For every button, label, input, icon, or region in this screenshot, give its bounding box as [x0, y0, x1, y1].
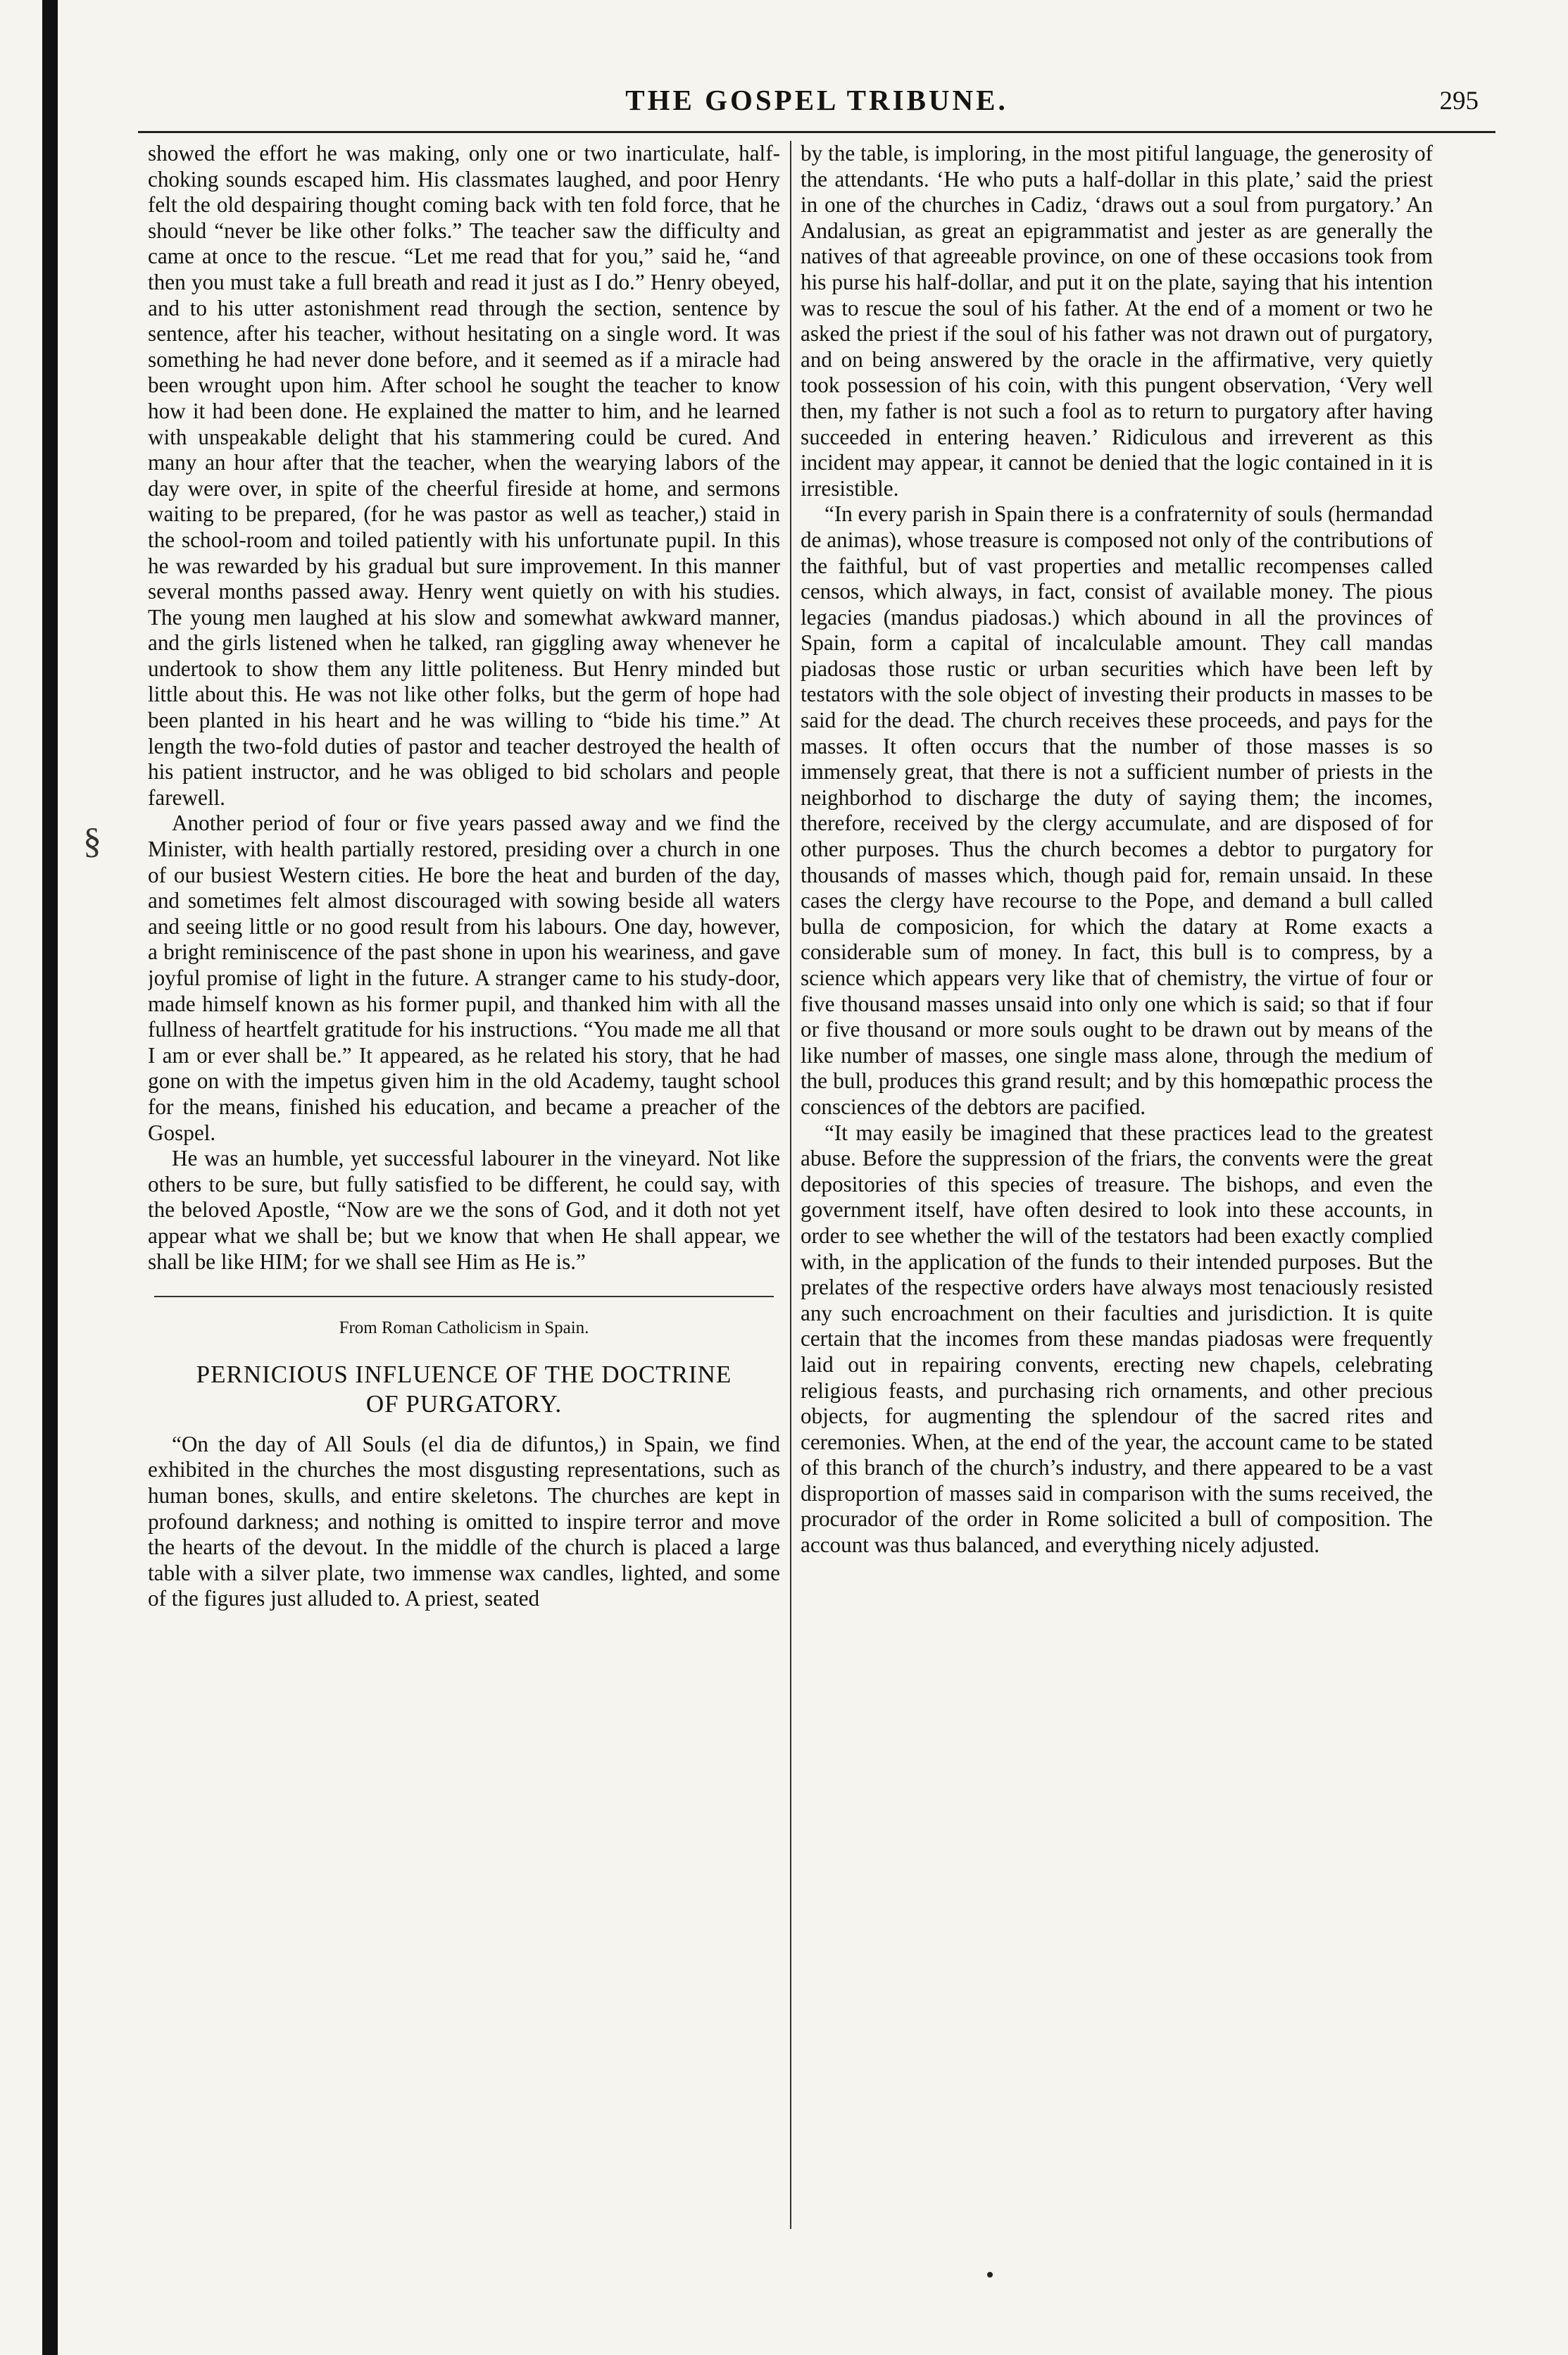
paragraph: showed the effort he was making, only one or two inarticulate, half-choking sounds escaped him. His classmates laughed, and poor Henry felt the old despairing thought coming back with ten fold force, that he should “never be like other folks.” The teacher saw the difficulty and came at once to the rescue. “Let me read that for you,” said he, “and then you must take a full breath and read it just as I do.” Henry obeyed, and to his utter astonishment read through the section, sentence by sentence, after his teacher, without hesitating on a single word. It was something he had never done before, and it seemed as if a miracle had been wrought upon him. After school he sought the teacher to know how it had been done. He explained the matter to him, and he learned with unspeakable delight that his stammering could be cured. And many an hour after that the teacher, when the wearying labors of the day were over, in spite of the cheerful fireside at home, and sermons waiting to be prepared, (for he was pastor as well as teacher,) staid in the school-room and toiled patiently with his unfortunate pupil. In this he was rewarded by his gradual but sure improvement. In this manner several months passed away. Henry went quietly on with his studies. The young men laughed at his slow and somewhat awkward manner, and the girls listened when he talked, ran giggling away whenever he undertook to show them any little politeness. But Henry minded but little about this. He was not like other folks, but the germ of hope had been planted in his heart and he was willing to “bide his time.” At length the two-fold duties of pastor and teacher destroyed the health of his patient instructor, and he was obliged to bid scholars and people farewell. — [148, 141, 780, 810]
paragraph: Another period of four or five years passed away and we find the Minister, with health partially restored, presiding over a church in one of our busiest Western cities. He bore the heat and burden of the day, and sometimes felt almost discouraged with sowing beside all waters and seeing little or no good result from his labours. One day, however, a bright reminiscence of the past shone in upon his weariness, and gave joyful promise of light in the future. A stranger came to his study-door, made himself known as his former pupil, and thanked him with all the fullness of heartfelt gratitude for his instructions. “You made me all that I am or ever shall be.” It appeared, as he related his story, that he had gone on with the impetus given him in the old Academy, taught school for the means, finished his education, and became a preacher of the Gospel. — [148, 811, 780, 1145]
paragraph: “It may easily be imagined that these practices lead to the greatest abuse. Before the suppression of the friars, the convents were the great depositories of this species of treasure. The bishops, and even the government itself, have often desired to look into these accounts, in order to see whether the will of the testators had been exactly complied with, in the application of the funds to their intended purposes. But the prelates of the respective orders have always most tenaciously resisted any such encroachment on their faculties and jurisdiction. It is quite certain that the incomes from these mandas piadosas were frequently laid out in repairing convents, erecting new chapels, celebrating religious feasts, and purchasing rich ornaments, and other precious objects, for augmenting the splendour of the sacred rites and ceremonies. When, at the end of the year, the account came to be stated of this branch of the church’s industry, and there appeared to be a vast disproportion of masses said in comparison with the sums received, the procurador of the order in Rome solicited a bull of composition. The account was thus balanced, and everything nicely adjusted. — [801, 1120, 1433, 1558]
page-header — [138, 83, 1495, 132]
section-divider — [154, 1296, 774, 1297]
paragraph: by the table, is imploring, in the most pitiful language, the generosity of the attendants. ‘He who puts a half-dollar in this plate,’ said the priest in one of the churches in Cadiz, ‘draws out a soul from purgatory.’ An Andalusian, as great an epigrammatist and jester as are generally the natives of that agreeable province, on one of these occasions took from his purse his half-dollar, and put it on the plate, saying that his intention was to rescue the soul of his father. At the end of a moment or two he asked the priest if the soul of his father was not drawn out of purgatory, and on being answered by the oracle in the affirmative, very quietly took possession of his coin, with this pungent observation, ‘Very well then, my father is not such a fool as to return to purgatory after having succeeded in entering heaven.’ Ridiculous and irreverent as this incident may appear, it cannot be denied that the logic contained in it is irresistible. — [801, 141, 1433, 501]
article-source: From Roman Catholicism in Spain. — [339, 1318, 589, 1338]
running-title: THE GOSPEL TRIBUNE. — [625, 84, 1008, 116]
margin-ornament: § — [83, 821, 101, 861]
article-title-line: PERNICIOUS INFLUENCE OF THE DOCTRINE — [196, 1360, 732, 1388]
article-title — [148, 1360, 780, 1419]
page-binding-edge — [42, 0, 58, 2355]
column-divider — [790, 141, 791, 2229]
paragraph: “In every parish in Spain there is a confraternity of souls (hermandad de animas), whose treasure is composed not only of the contributions of the faithful, but of vast properties and metallic recompenses called censos, which always, in fact, consist of available money. The pious legacies (mandus piadosas.) which abound in all the provinces of Spain, form a capital of incalculable amount. They call mandas piadosas those rustic or urban securities which have been left by testators with the sole object of investing their products in masses to be said for the dead. The church receives these proceeds, and pays for the masses. It often occurs that the number of those masses is so immensely great, that there is not a sufficient number of priests in the neighborhod to discharge the duty of saying them; the incomes, therefore, received by the clergy accumulate, and are disposed of for other purposes. Thus the church becomes a debtor to purgatory for thousands of masses which, though paid for, remain unsaid. In these cases the clergy have recourse to the Pope, and demand a bull called bulla de composicion, for which the datary at Rome exacts a considerable sum of money. In fact, this bull is to compress, by a science which appears very like that of chemistry, the virtue of four or five thousand masses unsaid into only one which is said; so that if four or five thousand or more souls ought to be drawn out by means of the like number of masses, one single mass alone, through the medium of the bull, produces this grand result; and by this homœpathic process the consciences of the debtors are pacified. — [801, 501, 1433, 1119]
header-rule — [138, 131, 1495, 133]
left-column — [148, 141, 780, 2268]
article-title-line: OF PURGATORY. — [365, 1389, 563, 1418]
right-column — [801, 141, 1433, 2268]
article-paragraph: “On the day of All Souls (el dia de difuntos,) in Spain, we find exhibited in the churches the most disgusting representations, such as human bones, skulls, and entire skeletons. The churches are kept in profound darkness; and nothing is omitted to inspire terror and move the hearts of the devout. In the middle of the church is placed a large table with a silver plate, two immense wax candles, lighted, and some of the figures just alluded to. A priest, seated — [148, 1431, 780, 1611]
paragraph: He was an humble, yet successful labourer in the vineyard. Not like others to be sure, but fully satisfied to be different, he could say, with the beloved Apostle, “Now are we the sons of God, and it doth not yet appear what we shall be; but we know that when He shall appear, we shall be like HIM; for we shall see Him as He is.” — [148, 1146, 780, 1274]
printer-mark — [987, 2272, 993, 2278]
page-number: 295 — [1439, 87, 1479, 115]
